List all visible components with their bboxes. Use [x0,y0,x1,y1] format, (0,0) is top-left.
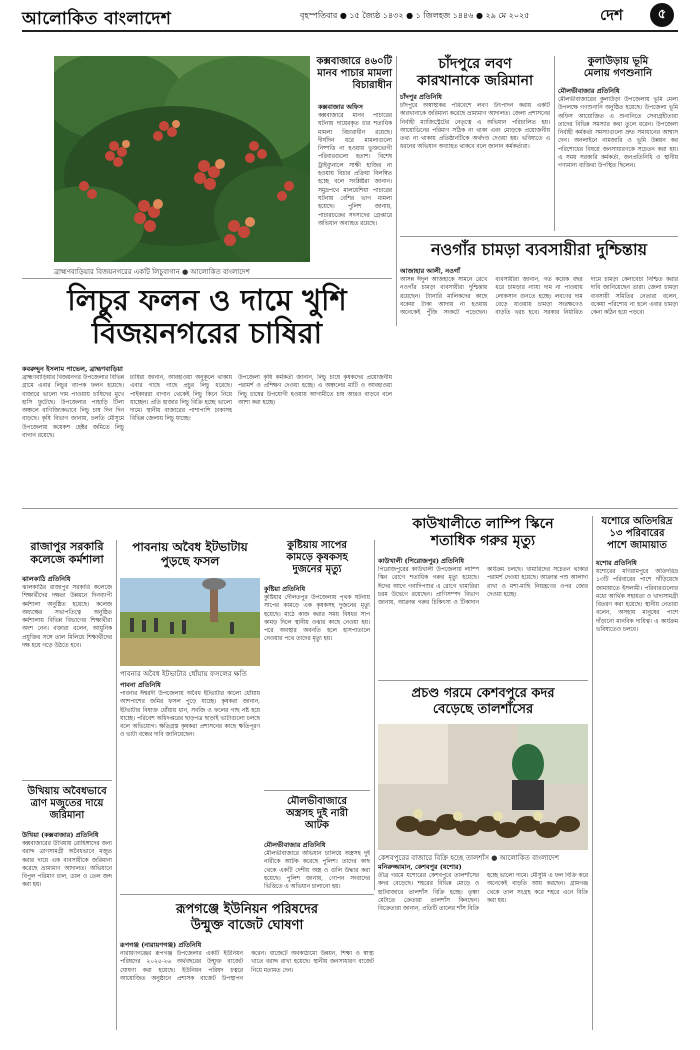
kushtia-body: কুষ্টিয়ার দৌলতপুর উপজেলায় পৃথক ঘটনায় সাপের কামড়ে এক কৃষকসহ দুজনের মৃত্যু হয়েছে। মাঠে কাজ করার সময় বিষধর সাপ কামড় দিলে স্থানীয় ওঝার কাছে নেওয়া হয়। পরে অবস্থার অবনতি হলে হাসপাতালে নেওয়ার পথে তাদের মৃত্যু হয়। [264,595,370,643]
moulvibazar-headline-line2: অস্ত্রসহ দুই নারী [285,808,349,819]
kaukhali-headline-line2: শতাধিক গরুর মৃত্যু [430,532,536,549]
keshabpur-caption-text: কেশবপুরের বাজারে বিক্রি হচ্ছে তালশাঁস [378,854,489,862]
pabna-headline-line2: পুড়ছে ফসল [160,554,220,569]
pabna-byline: পাবনা প্রতিনিধি [120,681,161,689]
kushtia-headline-line2: কামড়ে কৃষকসহ [286,552,348,563]
section-divider [400,236,678,237]
rupganj-body: নারায়ণগঞ্জের রূপগঞ্জ উপজেলার একটি ইউনিয়ন পরিষদের ২০২৫-২৬ অর্থবছরের উন্মুক্ত বাজেট ঘোষণা করা হয়েছে। ইউনিয়ন পরিষদ চত্বরে আয়োজিত অনুষ্ঠানে প্রশাসক বাজেট উপস্থাপন করেন। বাজেটে অবকাঠামো উন্নয়ন, শিক্ষা ও স্বাস্থ্য খাতে বরাদ্দ রাখা হয়েছে। স্থানীয় জনসাধারণ বাজেট নিয়ে মতামত দেন। [120,951,374,982]
lead-headline [22,284,392,351]
kulaura-headline-line1: কুলাউড়ায় ভূমি [587,56,649,67]
rupganj-headline-line1: রূপগঞ্জে ইউনিয়ন পরিষদের [175,902,319,917]
section-divider [264,790,370,791]
kulaura-headline-line2: মেলায় গণশুনানি [583,68,653,79]
lead-body-col2: চাষিরা জানান, আবহাওয়া অনুকূলে থাকায় এবার গাছে গাছে প্রচুর লিচু ধরেছে। পাইকাররা বাগান থেকেই লিচু কিনে নিয়ে যাচ্ছেন। প্রতি হাজার লিচু বিক্রি হচ্ছে ভালো দামে। স্থানীয় বাজারের পাশাপাশি ঢাকাসহ বিভিন্ন জেলায় লিচু যাচ্ছে। [130,375,232,423]
caption-credit: আলোকিত বাংলাদেশ [190,268,250,276]
section-divider [22,508,678,509]
chandpur-headline [400,56,550,90]
jessore-body: যশোরের মণিরামপুরে অতিদরিদ্র ১৩টি পরিবারের পাশে দাঁড়িয়েছে জামায়াতে ইসলামী। পরিবারগুলোর মধ্যে আর্থিক সহায়তা ও খাদ্যসামগ্রী বিতরণ করা হয়েছে। স্থানীয় নেতারা বলেন, অসহায় মানুষের পাশে দাঁড়ানো মানবিক দায়িত্ব। এ কার্যক্রম ভবিষ্যতেও চলবে। [596,569,678,634]
keshabpur-headline-line1: প্রচণ্ড গরমে কেশবপুরে কদর [411,686,555,701]
ukhia-body: কক্সবাজারের উখিয়ায় রোহিঙ্গাদের জন্য বরাদ্দ ত্রাণসামগ্রী অবৈধভাবে মজুত করার দায়ে এক ব্যবসায়ীকে জরিমানা করেছে ভ্রাম্যমাণ আদালত। অভিযানে বিপুল পরিমাণ চাল, ডাল ও তেল জব্দ করা হয়। [22,841,112,889]
column-divider [116,540,117,1030]
rajapur-headline-line1: রাজাপুর সরকারি [30,540,104,553]
kushtia-headline [264,540,370,576]
jessore-headline-line2: ১৩ পরিবারের [609,528,665,539]
lead-body-col1: ব্রাহ্মণবাড়িয়ার বিজয়নগর উপজেলার বিভিন্ন গ্রামে এবার লিচুর ব্যাপক ফলন হয়েছে। বাজারে ভালো দাম পাওয়ায় চাষিদের মুখে হাসি ফুটেছে। উপজেলার পাহাড়ি টিলা অঞ্চলে বাণিজ্যিকভাবে লিচু চাষ দিন দিন বাড়ছে। কৃষি বিভাগ জানায়, চলতি মৌসুমে উপজেলায় কয়েকশ হেক্টর জমিতে লিচু বাগান রয়েছে। [22,375,124,440]
jessore-headline-line1: যশোরে অতিদরিদ্র [601,516,673,527]
kulaura-body: মৌলভীবাজারের কুলাউড়া উপজেলায় ভূমি মেলা উপলক্ষে গণশুনানি অনুষ্ঠিত হয়েছে। উপজেলা ভূমি অফিস আয়োজিত এ শুনানিতে সেবাগ্রহীতারা তাদের বিভিন্ন সমস্যার কথা তুলে ধরেন। উপজেলা নির্বাহী কর্মকর্তা সমস্যাগুলো দ্রুত সমাধানের আশ্বাস দেন। অনলাইনে নামজারি ও ভূমি উন্নয়ন কর পরিশোধের বিষয়ে জনসাধারণকে সচেতন করা হয়। এ সময় সরকারি কর্মকর্তা, জনপ্রতিনিধি ও স্থানীয় গণ্যমান্য ব্যক্তিরা উপস্থিত ছিলেন। [558,97,678,170]
kaukhali-headline-line1: কাউখালীতে লাম্পি স্কিনে [412,516,554,532]
section-name: দেশ [600,6,623,24]
lead-photo-caption: ব্রাহ্মণবাড়িয়ার বিজয়নগরের একটি লিচুবাগান ● আলোকিত বাংলাদেশ [54,268,250,276]
kushtia-headline-line1: কুষ্টিয়ায় সাপের [287,540,347,551]
kaukhali-byline: কাউখালী (পিরোজপুর) প্রতিনিধি [378,557,465,565]
naogaon-byline: আজাহার আলী, নওগাঁ [400,267,461,275]
pabna-photo [120,578,260,666]
keshabpur-headline [378,686,588,717]
rajapur-headline-line2: কলেজে কর্মশালা [30,553,104,567]
kulaura-byline: মৌলভীবাজার প্রতিনিধি [558,87,620,95]
caption-text: ব্রাহ্মণবাড়িয়ার বিজয়নগরের একটি লিচুবাগান [54,268,180,276]
kushtia-headline-line3: দুজনের মৃত্যু [292,564,342,575]
moulvibazar-headline-line1: মৌলভীবাজারে [286,796,348,807]
rupganj-headline-line2: উন্মুক্ত বাজেট ঘোষণা [190,917,304,933]
ukhia-headline-line1: উখিয়ায় অবৈধভাবে [27,786,107,797]
pabna-caption: পাবনার অবৈধ ইটভাটার ধোঁয়ায় ফসলের ক্ষতি [120,670,247,678]
jessore-headline-line3: পাশে জামায়াত [607,540,667,551]
section-divider [22,780,112,781]
column-divider [592,516,593,1030]
kaukhali-headline [378,516,588,550]
lead-headline-line1: লিচুর ফলন ও দামে খুশি [67,283,347,317]
jessore-headline [596,516,678,552]
naogaon-body: আসন্ন ঈদুল আজহাকে সামনে রেখে নওগাঁর চামড়া ব্যবসায়ীরা দুশ্চিন্তায় রয়েছেন। ট্যানারি মালিকদের কাছে বকেয়া টাকা আদায় না হওয়ায় অনেকেই পুঁজি সংকটে পড়েছেন। ব্যবসায়ীরা জানান, গত কয়েক বছর ধরে চামড়ার ন্যায্য দাম না পাওয়ায় লোকসান গুনতে হচ্ছে। লবণের দাম বেড়ে যাওয়ায় চামড়া সংরক্ষণেও বাড়তি খরচ হবে। সরকার নির্ধারিত দামে চামড়া কেনাবেচা নিশ্চিত করার দাবি জানিয়েছেন তারা। জেলা চামড়া ব্যবসায়ী সমিতির নেতারা বলেন, বকেয়া পরিশোধ না হলে এবার চামড়া কেনা কঠিন হয়ে পড়বে। [400,277,678,317]
chandpur-byline: চাঁদপুর প্রতিনিধি [400,93,442,101]
cox-headline: কক্সবাজারে ৪৬০টি মানব পাচার মামলা বিচারাধীন [316,56,392,91]
column-divider [396,56,397,326]
ukhia-headline-line2: ত্রাণ মজুতের দায়ে [30,798,104,809]
rupganj-byline: রূপগঞ্জ (নারায়ণগঞ্জ) প্রতিনিধি [120,941,202,949]
section-divider [22,278,392,279]
rajapur-byline: ঝালকাঠি প্রতিনিধি [22,575,71,583]
lead-headline-line2: বিজয়নগরের চাষিরা [91,316,323,351]
date-line: বৃহস্পতিবার ● ১৫ জ্যৈষ্ঠ ১৪৩২ ● ১ জিলহজ ১৪৪৬ ● ২৯ মে ২০২৫ [300,11,530,20]
keshabpur-byline: মনিরুজ্জামান, কেশবপুর (যশোর) [378,863,462,871]
keshabpur-body: তীব্র গরমে যশোরের কেশবপুরে তালশাঁসের কদর বেড়েছে। শহরের বিভিন্ন মোড়ে ও হাটবাজারে তালশাঁস বিক্রি হচ্ছে। তৃষ্ণা মেটাতে ক্রেতারা তালশাঁস কিনছেন। বিক্রেতারা জানান, প্রতিটি তালের শাঁস বিক্রি হচ্ছে ভালো দামে। মৌসুমি এ ফল বিক্রি করে অনেকেই বাড়তি আয় করছেন। গ্রামগঞ্জ থেকে তাল সংগ্রহ করে শহরে এনে বিক্রি করা হয়। [378,873,588,913]
section-divider [378,680,588,681]
ukhia-headline-line3: জরিমানা [49,810,85,821]
cox-body: কক্সবাজারে মানব পাচারের ঘটনায় দায়েরকৃত চার শতাধিক মামলা বিচারাধীন রয়েছে। দীর্ঘদিন ধরে মামলাগুলো নিষ্পত্তি না হওয়ায় ভুক্তভোগী পরিবারগুলো হতাশ। বিশেষ ট্রাইব্যুনালে সাক্ষী হাজির না হওয়ায় বিচার প্রক্রিয়া বিলম্বিত হচ্ছে বলে সংশ্লিষ্টরা জানান। সমুদ্রপথে মালয়েশিয়া পাচারের ঘটনায় বেশির ভাগ মামলা হয়েছে। পুলিশ জানায়, পাচারচক্রের সদস্যদের গ্রেপ্তারে অভিযান অব্যাহত রয়েছে। [318,113,392,227]
lead-byline: কবরুদ্দুন ইসলাম পাভেল, ব্রাহ্মণবাড়িয়া [22,365,123,373]
column-divider [374,540,375,890]
chandpur-headline-line2: কারখানাকে জরিমানা [417,72,533,89]
keshabpur-photo [378,724,588,850]
rajapur-body: ঝালকাঠির রাজাপুর সরকারি কলেজে শিক্ষার্থীদের দক্ষতা উন্নয়নে দিনব্যাপী কর্মশালা অনুষ্ঠিত হয়েছে। কলেজ অধ্যক্ষের সভাপতিত্বে অনুষ্ঠিত কর্মশালায় বিভিন্ন বিভাগের শিক্ষার্থীরা অংশ নেন। বক্তারা বলেন, আধুনিক প্রযুক্তির সঙ্গে তাল মিলিয়ে শিক্ষার্থীদের দক্ষ হয়ে গড়ে উঠতে হবে। [22,585,112,650]
rupganj-headline [120,902,374,933]
pabna-body: পাবনার ঈশ্বরদী উপজেলায় অবৈধ ইটভাটার কালো ধোঁয়ায় আশপাশের জমির ফসল পুড়ে যাচ্ছে। কৃষকরা জানান, ইটভাটার বিষাক্ত ধোঁয়ায় ধান, সবজি ও ফলের গাছ নষ্ট হয়ে যাচ্ছে। পরিবেশ অধিদপ্তরের ছাড়পত্র ছাড়াই ভাটাগুলো চলছে বলে অভিযোগ। ক্ষতিগ্রস্ত কৃষকরা প্রশাসনের কাছে ক্ষতিপূরণ ও ভাটা বন্ধের দাবি জানিয়েছেন। [120,691,260,739]
ukhia-headline [22,786,112,822]
header-rule [22,30,678,32]
cox-byline: কক্সবাজার অফিস [318,103,363,111]
pabna-headline [120,540,260,569]
keshabpur-caption: কেশবপুরের বাজারে বিক্রি হচ্ছে তালশাঁস ● আলোকিত বাংলাদেশ [378,854,559,862]
newspaper-logo: আলোকিত বাংলাদেশ [22,9,172,29]
litchi-photo [54,56,310,262]
moulvibazar-headline [264,796,370,832]
rajapur-headline [22,540,112,566]
pabna-headline-line1: পাবনায় অবৈধ ইটভাটায় [132,540,248,554]
page-number: ৫ [650,3,674,27]
kulaura-headline [558,56,678,80]
lead-body-col3: উপজেলা কৃষি কর্মকর্তা জানান, লিচু চাষে কৃষকদের প্রয়োজনীয় পরামর্শ ও প্রশিক্ষণ দেওয়া হচ্ছে। এ অঞ্চলের মাটি ও আবহাওয়া লিচু চাষের উপযোগী হওয়ায় আগামীতে চাষ আরও বাড়বে বলে আশা করা হচ্ছে। [238,375,392,406]
naogaon-headline: নওগাঁর চামড়া ব্যবসায়ীরা দুশ্চিন্তায় [430,240,648,259]
keshabpur-caption-credit: আলোকিত বাংলাদেশ [499,854,559,862]
chandpur-headline-line1: চাঁদপুরে লবণ [438,56,512,72]
moulvibazar-byline: মৌলভীবাজার প্রতিনিধি [264,841,326,849]
kushtia-byline: কুষ্টিয়া প্রতিনিধি [264,585,306,593]
jessore-byline: যশোর প্রতিনিধি [596,559,637,567]
moulvibazar-headline-line3: আটক [304,820,330,831]
chandpur-body: চাঁদপুরে অস্বাস্থ্যকর পরিবেশে লবণ উৎপাদন করায় একটি কারখানাকে জরিমানা করেছে ভ্রাম্যমাণ আদালত। জেলা প্রশাসনের নির্বাহী ম্যাজিস্ট্রেটের নেতৃত্বে এ অভিযান পরিচালিত হয়। আয়োডিনের পরিমাণ সঠিক না থাকা এবং মোড়কে প্রয়োজনীয় তথ্য না থাকায় প্রতিষ্ঠানটিকে অর্থদণ্ড দেওয়া হয়। ভবিষ্যতে এ ধরনের অভিযান অব্যাহত থাকবে বলে জানান কর্মকর্তারা। [400,103,550,151]
kaukhali-body: পিরোজপুরের কাউখালী উপজেলায় লাম্পি স্কিন রোগে শতাধিক গরুর মৃত্যু হয়েছে। ঈদের আগে গবাদিপশুর এ রোগে খামারিরা চরম উদ্বেগে রয়েছেন। প্রাণিসম্পদ বিভাগ জানায়, আক্রান্ত গরুর চিকিৎসা ও টিকাদান কার্যক্রম চলছে। খামারিদের সচেতন থাকার পরামর্শ দেওয়া হয়েছে। আক্রান্ত পশু আলাদা রাখা ও মশা-মাছি নিয়ন্ত্রণের ওপর জোর দেওয়া হচ্ছে। [378,567,588,607]
keshabpur-headline-line2: বেড়েছে তালশাঁসের [432,701,534,717]
ukhia-byline: উখিয়া (কক্সবাজার) প্রতিনিধি [22,831,99,839]
moulvibazar-body: মৌলভীবাজারে অভিযান চালিয়ে অস্ত্রসহ দুই নারীকে আটক করেছে পুলিশ। তাদের কাছ থেকে একটি দেশীয় অস্ত্র ও গুলি উদ্ধার করা হয়েছে। পুলিশ জানায়, গোপন সংবাদের ভিত্তিতে এ অভিযান চালানো হয়। [264,851,370,890]
section-divider [120,894,374,895]
column-divider [554,56,555,231]
